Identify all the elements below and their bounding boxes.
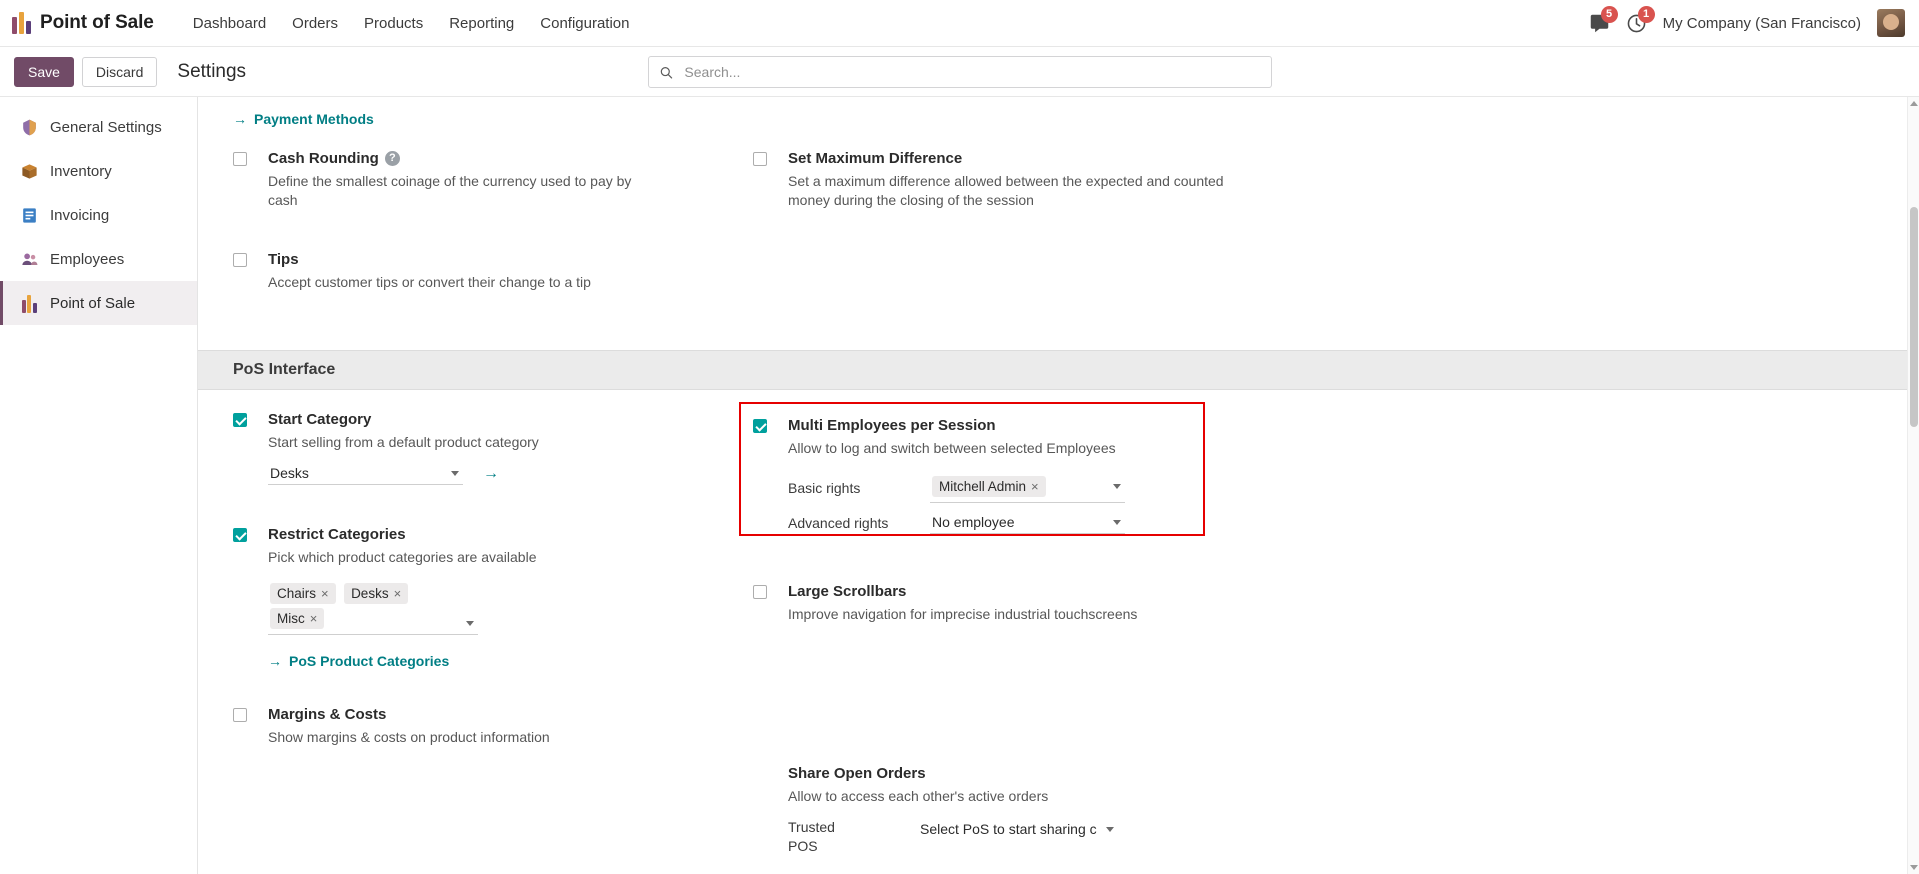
payment-col-right xyxy=(753,129,1273,314)
large-scrollbars-desc: Improve navigation for imprecise industrial touchscreens xyxy=(788,606,1138,622)
tag-chairs[interactable] xyxy=(270,583,336,604)
discard-button[interactable]: Discard xyxy=(82,57,157,87)
invoice-icon xyxy=(19,205,39,225)
chevron-down-icon xyxy=(1113,484,1121,489)
search-input[interactable] xyxy=(682,63,1261,81)
messages-badge: 5 xyxy=(1601,6,1618,23)
cash-rounding-desc: Define the smallest coinage of the currency used to pay by cash xyxy=(268,173,632,208)
sidebar-label-general-settings: General Settings xyxy=(50,118,162,136)
app-brand[interactable] xyxy=(12,12,154,34)
basic-rights-label: Basic rights xyxy=(788,479,861,496)
setting-start-category xyxy=(233,410,753,485)
setting-tips xyxy=(233,250,753,292)
start-category-internal-link[interactable]: → xyxy=(483,464,499,482)
tag-desks[interactable] xyxy=(344,583,408,604)
tag-misc-label: Misc xyxy=(277,611,305,626)
basic-rights-tags[interactable] xyxy=(930,472,1125,503)
restrict-categories-checkbox-wrap xyxy=(233,525,268,547)
start-category-field-row xyxy=(268,462,539,485)
search-icon xyxy=(659,65,673,80)
start-category-checkbox[interactable] xyxy=(233,413,247,427)
payment-settings-grid xyxy=(198,129,1919,314)
sidebar-label-employees: Employees xyxy=(50,250,125,268)
tag-mitchell-admin-remove-icon[interactable]: × xyxy=(1031,479,1039,494)
user-menu[interactable]: My Company (San Francisco) xyxy=(1662,14,1861,32)
margins-costs-label: Margins & Costs xyxy=(268,706,387,723)
cash-rounding-label: Cash Rounding xyxy=(268,150,379,167)
share-open-orders-label: Share Open Orders xyxy=(788,765,926,782)
pos-bars-icon xyxy=(19,293,39,313)
activities-button[interactable] xyxy=(1626,7,1650,34)
settings-scroll-region xyxy=(198,97,1919,874)
save-button[interactable]: Save xyxy=(14,57,74,87)
set-maximum-difference-checkbox[interactable] xyxy=(753,152,767,166)
sidebar-item-employees[interactable] xyxy=(0,237,197,281)
margins-costs-checkbox-wrap xyxy=(233,705,268,727)
trusted-pos-label-line2: POS xyxy=(788,838,818,854)
multi-employees-label: Multi Employees per Session xyxy=(788,417,996,434)
restrict-categories-desc: Pick which product categories are available xyxy=(268,549,537,565)
trusted-pos-select[interactable] xyxy=(918,818,1118,840)
multi-employees-desc: Allow to log and switch between selected Employees xyxy=(788,440,1116,456)
large-scrollbars-checkbox[interactable] xyxy=(753,585,767,599)
share-open-orders-checkbox-wrap xyxy=(753,764,788,767)
setting-share-open-orders xyxy=(753,764,1273,856)
advanced-rights-value: No employee xyxy=(932,514,1015,530)
start-category-value: Desks xyxy=(270,465,309,481)
advanced-rights-label: Advanced rights xyxy=(788,514,889,531)
avatar[interactable] xyxy=(1877,9,1905,37)
arrow-right-icon: → xyxy=(268,653,282,669)
setting-margins-costs xyxy=(233,705,753,747)
app-name: Point of Sale xyxy=(40,12,154,33)
chevron-down-icon xyxy=(1106,827,1114,832)
menu-configuration[interactable]: Configuration xyxy=(540,14,630,32)
multi-employees-checkbox[interactable] xyxy=(753,419,767,433)
tag-mitchell-admin[interactable] xyxy=(932,476,1046,497)
control-panel xyxy=(0,47,1919,97)
start-category-checkbox-wrap xyxy=(233,410,268,432)
tips-label: Tips xyxy=(268,251,299,268)
setting-cash-rounding xyxy=(233,149,753,210)
basic-rights-row xyxy=(788,472,1125,503)
pos-product-categories-label: PoS Product Categories xyxy=(289,653,450,669)
advanced-rights-row xyxy=(788,511,1125,534)
setting-set-maximum-difference xyxy=(753,149,1273,210)
activities-badge: 1 xyxy=(1638,6,1655,23)
cash-rounding-checkbox[interactable] xyxy=(233,152,247,166)
payment-methods-label: Payment Methods xyxy=(254,111,374,127)
gear-app-icon xyxy=(19,117,39,137)
margins-costs-checkbox[interactable] xyxy=(233,708,247,722)
restrict-categories-label: Restrict Categories xyxy=(268,526,406,543)
chevron-down-icon xyxy=(466,621,474,626)
page-title: Settings xyxy=(177,60,247,82)
sidebar-item-general-settings[interactable] xyxy=(0,105,197,149)
set-maximum-difference-desc: Set a maximum difference allowed between the expected and counted money during the closing of the session xyxy=(788,173,1224,208)
tag-chairs-label: Chairs xyxy=(277,586,317,601)
large-scrollbars-checkbox-wrap xyxy=(753,582,788,604)
start-category-desc: Start selling from a default product category xyxy=(268,434,539,450)
menu-reporting[interactable]: Reporting xyxy=(449,14,515,32)
box-icon xyxy=(19,161,39,181)
chevron-down-icon xyxy=(451,471,459,476)
pos-col-right xyxy=(753,390,1273,874)
setting-restrict-categories xyxy=(233,525,753,671)
tag-chairs-remove-icon[interactable]: × xyxy=(321,586,329,601)
advanced-rights-select[interactable] xyxy=(930,511,1125,534)
tag-misc[interactable] xyxy=(270,608,324,629)
cash-rounding-label-row xyxy=(268,149,648,168)
setting-large-scrollbars xyxy=(753,582,1273,624)
messages-button[interactable] xyxy=(1589,7,1613,34)
trusted-pos-label xyxy=(788,818,908,856)
tag-desks-label: Desks xyxy=(351,586,389,601)
sidebar-item-invoicing[interactable] xyxy=(0,193,197,237)
people-icon xyxy=(19,249,39,269)
restrict-categories-tags[interactable] xyxy=(268,579,478,635)
navbar-right xyxy=(1589,9,1905,37)
main-area xyxy=(0,97,1919,874)
sidebar-label-point-of-sale: Point of Sale xyxy=(50,294,136,312)
tips-checkbox-wrap xyxy=(233,250,268,272)
tips-desc: Accept customer tips or convert their change to a tip xyxy=(268,274,591,290)
pos-product-categories-link[interactable] xyxy=(268,653,449,669)
scroll-down-icon[interactable] xyxy=(1910,865,1918,870)
start-category-label: Start Category xyxy=(268,411,372,428)
tag-mitchell-admin-label: Mitchell Admin xyxy=(939,479,1027,494)
payment-methods-link[interactable] xyxy=(233,111,374,127)
share-open-orders-desc: Allow to access each other's active orders xyxy=(788,788,1049,804)
menu-dashboard[interactable]: Dashboard xyxy=(192,14,267,32)
set-max-diff-checkbox-wrap xyxy=(753,149,788,171)
menu-products[interactable]: Products xyxy=(364,14,424,32)
sidebar-label-invoicing: Invoicing xyxy=(50,206,110,224)
multi-employees-checkbox-wrap xyxy=(753,416,788,438)
scrollbar-thumb[interactable] xyxy=(1910,207,1918,427)
scroll-up-icon[interactable] xyxy=(1910,101,1918,106)
trusted-pos-value: Select PoS to start sharing c xyxy=(920,821,1097,837)
tag-desks-remove-icon[interactable]: × xyxy=(393,586,402,601)
large-scrollbars-label: Large Scrollbars xyxy=(788,583,907,600)
trusted-pos-row xyxy=(788,818,1118,856)
trusted-pos-label-line1: Trusted xyxy=(788,819,835,835)
start-category-select[interactable] xyxy=(268,462,463,485)
menu-orders[interactable]: Orders xyxy=(292,14,339,32)
arrow-right-icon: → xyxy=(233,111,247,127)
cash-rounding-checkbox-wrap xyxy=(233,149,268,171)
pos-bars-icon xyxy=(12,12,31,34)
section-pos-interface: PoS Interface xyxy=(198,350,1919,390)
help-icon[interactable]: ? xyxy=(385,151,400,166)
margins-costs-desc: Show margins & costs on product information xyxy=(268,729,550,745)
settings-content xyxy=(198,97,1919,874)
setting-multi-employees xyxy=(753,410,1273,542)
settings-sidebar xyxy=(0,97,198,874)
restrict-categories-checkbox[interactable] xyxy=(233,528,247,542)
vertical-scrollbar[interactable] xyxy=(1907,97,1919,874)
pos-col-left xyxy=(233,390,753,874)
tag-misc-remove-icon[interactable]: × xyxy=(309,611,318,626)
set-maximum-difference-label: Set Maximum Difference xyxy=(788,150,963,167)
top-navbar xyxy=(0,0,1919,47)
chevron-down-icon xyxy=(1113,520,1121,525)
main-menu xyxy=(180,9,643,38)
sidebar-label-inventory: Inventory xyxy=(50,162,112,180)
search-box[interactable] xyxy=(648,56,1272,88)
tips-checkbox[interactable] xyxy=(233,253,247,267)
payment-col-left xyxy=(233,129,753,314)
sidebar-item-inventory[interactable] xyxy=(0,149,197,193)
sidebar-item-point-of-sale[interactable] xyxy=(0,281,197,325)
pos-interface-grid xyxy=(198,390,1919,874)
